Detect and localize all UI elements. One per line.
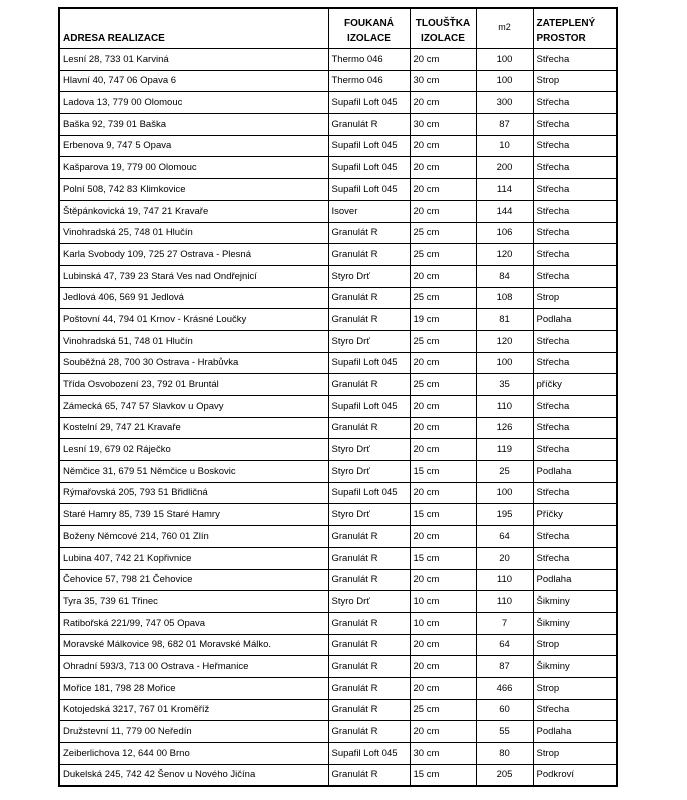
table-row xyxy=(59,352,617,374)
cell-thickness: 20 cm xyxy=(410,49,476,71)
table-row xyxy=(59,330,617,352)
table-row xyxy=(59,721,617,743)
cell-address: Zeiberlichova 12, 644 00 Brno xyxy=(59,743,328,765)
cell-area: 84 xyxy=(476,265,533,287)
table-row xyxy=(59,743,617,765)
cell-insulation: Supafil Loft 045 xyxy=(328,179,410,201)
cell-space: Strop xyxy=(533,70,617,92)
table-header xyxy=(59,8,617,49)
cell-thickness: 30 cm xyxy=(410,114,476,136)
table-row xyxy=(59,764,617,786)
cell-space: Střecha xyxy=(533,92,617,114)
cell-insulation: Granulát R xyxy=(328,677,410,699)
cell-address: Baška 92, 739 01 Baška xyxy=(59,114,328,136)
cell-thickness: 25 cm xyxy=(410,244,476,266)
cell-area: 205 xyxy=(476,764,533,786)
cell-insulation: Granulát R xyxy=(328,547,410,569)
cell-space: Střecha xyxy=(533,157,617,179)
cell-area: 87 xyxy=(476,114,533,136)
table-row xyxy=(59,656,617,678)
cell-thickness: 20 cm xyxy=(410,721,476,743)
cell-space: Podlaha xyxy=(533,309,617,331)
cell-space: Šikminy xyxy=(533,612,617,634)
cell-area: 60 xyxy=(476,699,533,721)
cell-thickness: 20 cm xyxy=(410,656,476,678)
cell-address: Souběžná 28, 700 30 Ostrava - Hrabůvka xyxy=(59,352,328,374)
cell-area: 100 xyxy=(476,49,533,71)
cell-space: Strop xyxy=(533,677,617,699)
cell-space: Střecha xyxy=(533,179,617,201)
table-row xyxy=(59,591,617,613)
table-row xyxy=(59,396,617,418)
cell-area: 35 xyxy=(476,374,533,396)
header-insulation-line2: IZOLACE xyxy=(347,33,391,44)
cell-thickness: 20 cm xyxy=(410,352,476,374)
cell-space: Střecha xyxy=(533,352,617,374)
table-row xyxy=(59,504,617,526)
cell-thickness: 25 cm xyxy=(410,222,476,244)
table-row xyxy=(59,439,617,461)
cell-area: 64 xyxy=(476,526,533,548)
cell-address: Tyra 35, 739 61 Třinec xyxy=(59,591,328,613)
cell-insulation: Supafil Loft 045 xyxy=(328,157,410,179)
cell-thickness: 20 cm xyxy=(410,482,476,504)
cell-area: 87 xyxy=(476,656,533,678)
cell-insulation: Styro Drť xyxy=(328,591,410,613)
cell-space: Střecha xyxy=(533,699,617,721)
table-row xyxy=(59,92,617,114)
cell-thickness: 20 cm xyxy=(410,634,476,656)
cell-insulation: Granulát R xyxy=(328,417,410,439)
cell-insulation: Granulát R xyxy=(328,526,410,548)
cell-address: Poštovní 44, 794 01 Krnov - Krásné Loučky xyxy=(59,309,328,331)
table-row xyxy=(59,287,617,309)
cell-area: 7 xyxy=(476,612,533,634)
cell-thickness: 25 cm xyxy=(410,374,476,396)
cell-thickness: 20 cm xyxy=(410,526,476,548)
table-row xyxy=(59,265,617,287)
table-row xyxy=(59,482,617,504)
cell-space: Střecha xyxy=(533,244,617,266)
cell-area: 20 xyxy=(476,547,533,569)
cell-address: Štěpánkovická 19, 747 21 Kravaře xyxy=(59,200,328,222)
cell-area: 25 xyxy=(476,461,533,483)
cell-space: Střecha xyxy=(533,114,617,136)
cell-space: Střecha xyxy=(533,49,617,71)
cell-area: 100 xyxy=(476,482,533,504)
cell-area: 80 xyxy=(476,743,533,765)
cell-thickness: 15 cm xyxy=(410,461,476,483)
cell-thickness: 20 cm xyxy=(410,157,476,179)
cell-area: 195 xyxy=(476,504,533,526)
cell-insulation: Granulát R xyxy=(328,309,410,331)
cell-address: Dukelská 245, 742 42 Šenov u Nového Jičína xyxy=(59,764,328,786)
cell-space: Příčky xyxy=(533,504,617,526)
header-area-label: m2 xyxy=(498,22,511,32)
cell-thickness: 15 cm xyxy=(410,504,476,526)
cell-address: Zámecká 65, 747 57 Slavkov u Opavy xyxy=(59,396,328,418)
cell-insulation: Supafil Loft 045 xyxy=(328,396,410,418)
cell-area: 144 xyxy=(476,200,533,222)
cell-address: Jedlová 406, 569 91 Jedlová xyxy=(59,287,328,309)
cell-space: Střecha xyxy=(533,417,617,439)
cell-address: Vinohradská 25, 748 01 Hlučín xyxy=(59,222,328,244)
cell-insulation: Granulát R xyxy=(328,374,410,396)
cell-address: Čehovice 57, 798 21 Čehovice xyxy=(59,569,328,591)
cell-area: 81 xyxy=(476,309,533,331)
cell-insulation: Supafil Loft 045 xyxy=(328,352,410,374)
cell-thickness: 20 cm xyxy=(410,439,476,461)
cell-insulation: Styro Drť xyxy=(328,439,410,461)
header-thickness-line1: TLOUŠŤKA xyxy=(415,18,471,29)
cell-address: Němčice 31, 679 51 Němčice u Boskovic xyxy=(59,461,328,483)
cell-space: Střecha xyxy=(533,526,617,548)
table-row xyxy=(59,547,617,569)
cell-thickness: 20 cm xyxy=(410,417,476,439)
cell-space: Strop xyxy=(533,287,617,309)
cell-insulation: Granulát R xyxy=(328,287,410,309)
cell-space: Podlaha xyxy=(533,721,617,743)
cell-address: Lesní 28, 733 01 Karviná xyxy=(59,49,328,71)
cell-address: Kostelní 29, 747 21 Kravaře xyxy=(59,417,328,439)
cell-thickness: 20 cm xyxy=(410,179,476,201)
header-space-line1: ZATEPLENÝ xyxy=(536,18,596,29)
cell-insulation: Supafil Loft 045 xyxy=(328,743,410,765)
cell-space: Střecha xyxy=(533,330,617,352)
header-thickness xyxy=(410,8,476,49)
cell-insulation: Supafil Loft 045 xyxy=(328,135,410,157)
cell-insulation: Styro Drť xyxy=(328,330,410,352)
cell-insulation: Granulát R xyxy=(328,244,410,266)
cell-area: 114 xyxy=(476,179,533,201)
table-row xyxy=(59,179,617,201)
cell-address: Moravské Málkovice 98, 682 01 Moravské Málko. xyxy=(59,634,328,656)
cell-thickness: 20 cm xyxy=(410,135,476,157)
cell-area: 55 xyxy=(476,721,533,743)
cell-space: Střecha xyxy=(533,396,617,418)
cell-address: Rýmařovská 205, 793 51 Břidličná xyxy=(59,482,328,504)
table-row xyxy=(59,677,617,699)
cell-address: Lubina 407, 742 21 Kopřivnice xyxy=(59,547,328,569)
cell-space: Podlaha xyxy=(533,461,617,483)
table-row xyxy=(59,222,617,244)
cell-insulation: Granulát R xyxy=(328,656,410,678)
cell-insulation: Supafil Loft 045 xyxy=(328,92,410,114)
cell-area: 100 xyxy=(476,352,533,374)
table-row xyxy=(59,244,617,266)
table-row xyxy=(59,49,617,71)
header-insulation xyxy=(328,8,410,49)
cell-space: Strop xyxy=(533,634,617,656)
cell-address: Ohradní 593/3, 713 00 Ostrava - Heřmanice xyxy=(59,656,328,678)
header-space xyxy=(533,8,617,49)
table-row xyxy=(59,612,617,634)
cell-address: Ratibořská 221/99, 747 05 Opava xyxy=(59,612,328,634)
cell-thickness: 20 cm xyxy=(410,265,476,287)
cell-area: 120 xyxy=(476,330,533,352)
cell-space: Střecha xyxy=(533,222,617,244)
cell-thickness: 15 cm xyxy=(410,764,476,786)
cell-area: 110 xyxy=(476,569,533,591)
cell-thickness: 25 cm xyxy=(410,699,476,721)
header-address xyxy=(59,8,328,49)
cell-thickness: 20 cm xyxy=(410,200,476,222)
cell-address: Ladova 13, 779 00 Olomouc xyxy=(59,92,328,114)
cell-address: Třída Osvobození 23, 792 01 Bruntál xyxy=(59,374,328,396)
cell-thickness: 19 cm xyxy=(410,309,476,331)
table-row xyxy=(59,526,617,548)
cell-address: Kotojedská 3217, 767 01 Kroměříž xyxy=(59,699,328,721)
cell-insulation: Granulát R xyxy=(328,634,410,656)
cell-address: Karla Svobody 109, 725 27 Ostrava - Plesná xyxy=(59,244,328,266)
table-row xyxy=(59,569,617,591)
header-address-label: ADRESA REALIZACE xyxy=(63,33,165,44)
table-row xyxy=(59,135,617,157)
cell-insulation: Granulát R xyxy=(328,699,410,721)
table-row xyxy=(59,157,617,179)
cell-address: Boženy Němcové 214, 760 01 Zlín xyxy=(59,526,328,548)
cell-space: Strop xyxy=(533,743,617,765)
table-row xyxy=(59,699,617,721)
cell-area: 300 xyxy=(476,92,533,114)
table-row xyxy=(59,70,617,92)
cell-area: 119 xyxy=(476,439,533,461)
cell-space: Střecha xyxy=(533,200,617,222)
cell-insulation: Granulát R xyxy=(328,764,410,786)
cell-area: 64 xyxy=(476,634,533,656)
table-row xyxy=(59,200,617,222)
cell-thickness: 20 cm xyxy=(410,569,476,591)
cell-space: Podkroví xyxy=(533,764,617,786)
cell-thickness: 30 cm xyxy=(410,743,476,765)
cell-thickness: 30 cm xyxy=(410,70,476,92)
cell-thickness: 20 cm xyxy=(410,92,476,114)
table-row xyxy=(59,309,617,331)
cell-area: 10 xyxy=(476,135,533,157)
cell-insulation: Granulát R xyxy=(328,612,410,634)
cell-insulation: Styro Drť xyxy=(328,461,410,483)
table-body xyxy=(59,49,617,787)
cell-space: příčky xyxy=(533,374,617,396)
table-row xyxy=(59,417,617,439)
cell-space: Střecha xyxy=(533,547,617,569)
cell-area: 120 xyxy=(476,244,533,266)
cell-insulation: Granulát R xyxy=(328,114,410,136)
table-row xyxy=(59,461,617,483)
cell-insulation: Styro Drť xyxy=(328,265,410,287)
header-row xyxy=(59,8,617,49)
cell-space: Střecha xyxy=(533,135,617,157)
cell-area: 110 xyxy=(476,591,533,613)
cell-insulation: Thermo 046 xyxy=(328,49,410,71)
cell-address: Polní 508, 742 83 Klimkovice xyxy=(59,179,328,201)
cell-thickness: 20 cm xyxy=(410,396,476,418)
cell-insulation: Styro Drť xyxy=(328,504,410,526)
cell-address: Kašparova 19, 779 00 Olomouc xyxy=(59,157,328,179)
cell-address: Mořice 181, 798 28 Mořice xyxy=(59,677,328,699)
cell-address: Družstevní 11, 779 00 Neředín xyxy=(59,721,328,743)
cell-space: Podlaha xyxy=(533,569,617,591)
cell-address: Erbenova 9, 747 5 Opava xyxy=(59,135,328,157)
table-row xyxy=(59,114,617,136)
table-row xyxy=(59,374,617,396)
cell-space: Šikminy xyxy=(533,591,617,613)
cell-area: 100 xyxy=(476,70,533,92)
header-space-line2: PROSTOR xyxy=(536,33,586,44)
header-thickness-line2: IZOLACE xyxy=(421,33,465,44)
cell-insulation: Granulát R xyxy=(328,569,410,591)
cell-area: 110 xyxy=(476,396,533,418)
cell-address: Lubinská 47, 739 23 Stará Ves nad Ondřejnicí xyxy=(59,265,328,287)
cell-address: Lesní 19, 679 02 Ráječko xyxy=(59,439,328,461)
cell-area: 126 xyxy=(476,417,533,439)
cell-insulation: Thermo 046 xyxy=(328,70,410,92)
cell-insulation: Granulát R xyxy=(328,721,410,743)
cell-thickness: 25 cm xyxy=(410,330,476,352)
table-row xyxy=(59,634,617,656)
cell-space: Střecha xyxy=(533,482,617,504)
cell-area: 106 xyxy=(476,222,533,244)
cell-insulation: Granulát R xyxy=(328,222,410,244)
cell-area: 466 xyxy=(476,677,533,699)
cell-thickness: 10 cm xyxy=(410,591,476,613)
header-insulation-line1: FOUKANÁ xyxy=(344,18,394,29)
cell-insulation: Isover xyxy=(328,200,410,222)
cell-thickness: 25 cm xyxy=(410,287,476,309)
cell-space: Střecha xyxy=(533,439,617,461)
cell-insulation: Supafil Loft 045 xyxy=(328,482,410,504)
realizations-table xyxy=(58,7,618,787)
cell-address: Vinohradská 51, 748 01 Hlučín xyxy=(59,330,328,352)
cell-thickness: 15 cm xyxy=(410,547,476,569)
cell-thickness: 10 cm xyxy=(410,612,476,634)
cell-area: 200 xyxy=(476,157,533,179)
cell-space: Šikminy xyxy=(533,656,617,678)
cell-space: Střecha xyxy=(533,265,617,287)
header-area xyxy=(476,8,533,49)
cell-area: 108 xyxy=(476,287,533,309)
cell-address: Staré Hamry 85, 739 15 Staré Hamry xyxy=(59,504,328,526)
cell-address: Hlavní 40, 747 06 Opava 6 xyxy=(59,70,328,92)
cell-thickness: 20 cm xyxy=(410,677,476,699)
